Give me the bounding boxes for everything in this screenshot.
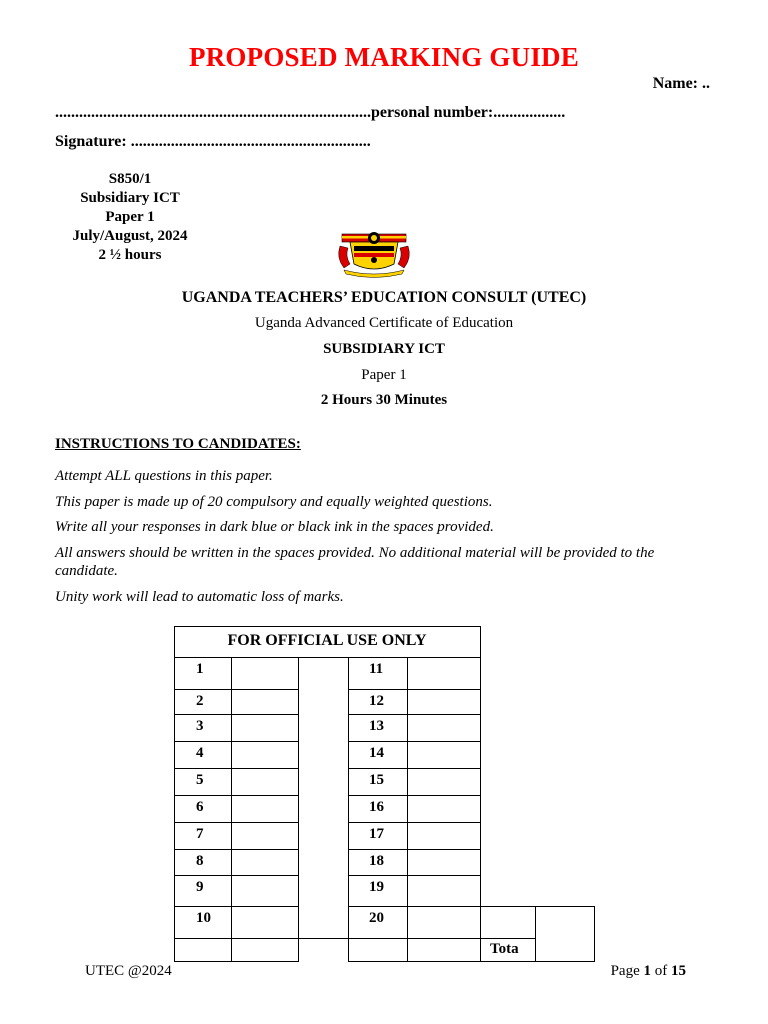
instruction-item: All answers should be written in the spaces provided. No additional material will be provided to the candidate. (55, 545, 655, 579)
question-number: 4 (196, 745, 204, 761)
personal-number-line: ...............................................................................personal number:.................. (55, 104, 566, 121)
paper-subject: Subsidiary ICT (80, 190, 180, 206)
blank-cell (407, 938, 481, 962)
question-number: 13 (369, 718, 384, 734)
blank-cell (348, 938, 408, 962)
paper-code: S850/1 (108, 171, 152, 187)
divider-column (298, 657, 349, 939)
mark-cell (231, 689, 299, 715)
question-number: 18 (369, 853, 384, 869)
coat-of-arms-icon (336, 226, 412, 278)
question-number: 16 (369, 799, 384, 815)
footer-page-number: Page 1 of 15 (610, 963, 686, 979)
instruction-item: Attempt ALL questions in this paper. (55, 468, 273, 484)
instructions-heading: INSTRUCTIONS TO CANDIDATES: (55, 436, 301, 452)
subject-name: SUBSIDIARY ICT (323, 341, 445, 357)
total-value-cell (535, 906, 595, 962)
duration-label: 2 Hours 30 Minutes (320, 392, 448, 408)
paper-date: July/August, 2024 (72, 228, 188, 244)
mark-cell (407, 875, 481, 907)
question-number: 6 (196, 799, 204, 815)
mark-cell (407, 906, 481, 939)
mark-cell (231, 657, 299, 690)
organization-name: UGANDA TEACHERS’ EDUCATION CONSULT (UTEC) (181, 289, 587, 306)
page-title: PROPOSED MARKING GUIDE (189, 42, 579, 72)
official-use-title: FOR OFFICIAL USE ONLY (227, 632, 427, 649)
mark-cell (407, 795, 481, 823)
blank-cell (231, 938, 299, 962)
mark-cell (407, 657, 481, 690)
mark-cell (231, 714, 299, 742)
instruction-item: Write all your responses in dark blue or black ink in the spaces provided. (55, 519, 494, 535)
mark-cell (407, 822, 481, 850)
footer-copyright: UTEC @2024 (85, 963, 172, 979)
question-number: 12 (369, 693, 384, 709)
question-number: 14 (369, 745, 384, 761)
question-number: 11 (369, 661, 384, 677)
name-field-line: Name: .. (652, 75, 710, 92)
question-number: 5 (196, 772, 204, 788)
signature-line: Signature: ............................................................ (55, 133, 371, 150)
certificate-name: Uganda Advanced Certificate of Education (254, 315, 514, 331)
mark-cell (231, 768, 299, 796)
instruction-item: Unity work will lead to automatic loss of marks. (55, 589, 344, 605)
paper-label: Paper 1 (361, 367, 407, 383)
question-number: 9 (196, 879, 204, 895)
mark-cell (407, 768, 481, 796)
blank-cell (174, 938, 232, 962)
paper-info-block (55, 170, 205, 265)
question-number: 1 (196, 661, 204, 677)
question-number: 10 (196, 910, 211, 926)
mark-cell (231, 906, 299, 939)
mark-cell (407, 714, 481, 742)
mark-cell (231, 741, 299, 769)
question-number: 8 (196, 853, 204, 869)
question-number: 20 (369, 910, 384, 926)
question-number: 19 (369, 879, 384, 895)
mark-cell (231, 822, 299, 850)
mark-cell (407, 689, 481, 715)
question-number: 2 (196, 693, 204, 709)
total-label: Tota (490, 941, 519, 957)
paper-hours: 2 ½ hours (98, 247, 162, 263)
question-number: 15 (369, 772, 384, 788)
question-number: 7 (196, 826, 204, 842)
mark-cell (231, 795, 299, 823)
mark-cell (231, 849, 299, 876)
total-spacer-cell (480, 906, 536, 939)
mark-cell (407, 741, 481, 769)
question-number: 17 (369, 826, 384, 842)
instruction-item: This paper is made up of 20 compulsory and equally weighted questions. (55, 494, 493, 510)
mark-cell (231, 875, 299, 907)
question-number: 3 (196, 718, 204, 734)
mark-cell (407, 849, 481, 876)
paper-number: Paper 1 (105, 209, 155, 225)
